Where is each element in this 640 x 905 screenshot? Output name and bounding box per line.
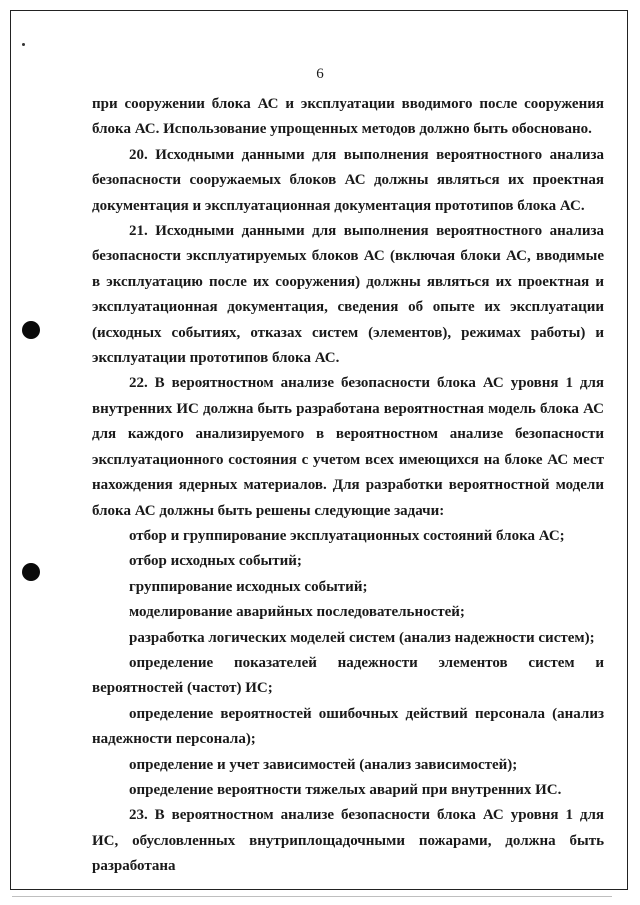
task-item: отбор и группирование эксплуатационных состояний блока АС; <box>129 527 565 544</box>
task-item: моделирование аварийных последовательностей; <box>129 604 465 621</box>
task-item: определение вероятностей ошибочных действий персонала (анализ надежности персонала); <box>92 705 604 748</box>
paragraph-21: 21. Исходными данными для выполнения вероятностного анализа безопасности эксплуатируемых блоков АС (включая блоки АС, вводимые в эксплуатацию после их сооружения) должны являться их проектная и эксплуатационная документация, сведения об опыте их эксплуатации (исходных событиях, отказах систем (элементов), режимах работы) и эксплуатации прототипов блока АС. <box>92 223 604 367</box>
task-item: разработка логических моделей систем (анализ надежности систем); <box>129 629 595 646</box>
task-item: определение показателей надежности элементов систем и вероятностей (частот) ИС; <box>92 654 604 697</box>
paragraph-23: 23. В вероятностном анализе безопасности блока АС уровня 1 для ИС, обусловленных внутриплощадочными пожарами, должна быть разработана <box>92 807 604 875</box>
page-border-bottom <box>10 889 628 890</box>
task-item: определение и учет зависимостей (анализ зависимостей); <box>129 756 518 773</box>
paragraph-20: 20. Исходными данными для выполнения вероятностного анализа безопасности сооружаемых блоков АС должны являться их проектная документация и эксплуатационная документация прототипов блока АС. <box>92 146 604 214</box>
punch-hole <box>22 321 40 339</box>
page-number: 6 <box>316 66 324 82</box>
paragraph-22: 22. В вероятностном анализе безопасности блока АС уровня 1 для внутренних ИС должна быть разработана вероятностная модель блока АС для каждого анализируемого в вероятностном анализе безопасности эксплуатационного состояния с учетом всех имеющихся на блоке АС мест нахождения ядерных материалов. Для разработки вероятностной модели блока АС должны быть решены следующие задачи: <box>92 375 604 519</box>
paragraph-continuation: при сооружении блока АС и эксплуатации вводимого после сооружения блока АС. Использование упрощенных методов должно быть обосновано. <box>92 96 604 138</box>
page-border-left <box>10 10 11 890</box>
task-item: определение вероятности тяжелых аварий при внутренних ИС. <box>129 781 562 798</box>
task-item: отбор исходных событий; <box>129 553 302 570</box>
scan-speck <box>22 43 25 46</box>
task-item: группирование исходных событий; <box>129 578 368 595</box>
page-border-top <box>10 10 628 11</box>
page-border-shadow <box>12 896 612 897</box>
punch-hole <box>22 563 40 581</box>
page-border-right <box>627 10 628 890</box>
document-body <box>92 92 604 880</box>
